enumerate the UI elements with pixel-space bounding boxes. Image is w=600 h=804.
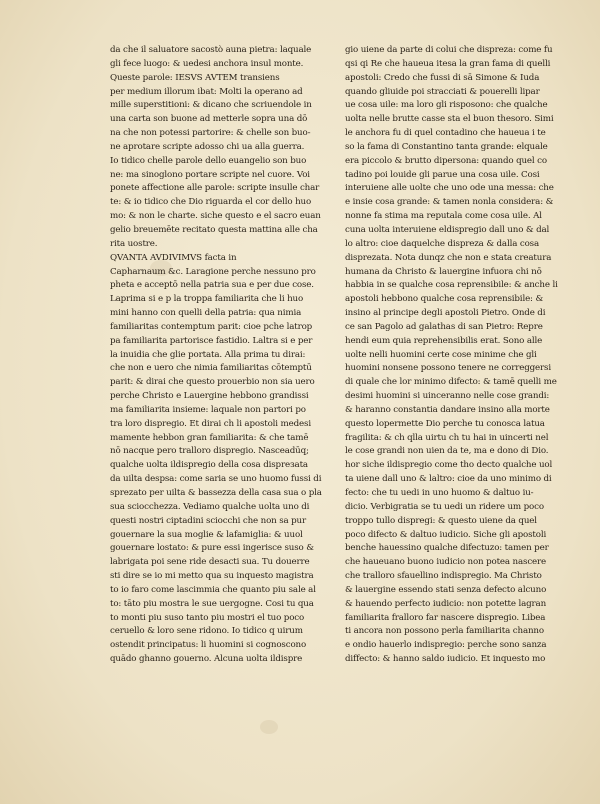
text-line: mamente hebbon gran familiarita: & che tamē <box>110 432 309 443</box>
text-line: ponete affectione alle parole: scripte insulle char <box>110 183 320 194</box>
text-line: to: tāto piu mostra le sue uergogne. Cosi tu qua <box>110 598 314 609</box>
text-line: questi nostri ciptadini sciocchi che non sa pur <box>110 515 307 526</box>
text-line: qualche uolta ildispregio della cosa dispreзata <box>110 460 308 471</box>
text-line: disprezata. Nota dunqz che non e stata creatura <box>345 252 552 263</box>
text-line: labrigata poi sene ride desacti sua. Tu douerre <box>110 557 310 568</box>
text-line: humana da Christo & lauergine infuora chi nō <box>345 266 542 277</box>
text-line: uolta nelle brutte casse sta el buon thesoro. Simi <box>345 114 554 125</box>
text-line: quādo ghanno gouerno. Alcuna uolta ildispre <box>110 654 303 665</box>
text-line: mille superstitioni: & dicano che scriuendole in <box>110 100 312 111</box>
text-line: habbia in se qualche cosa reprensibile: & anche li <box>345 280 558 291</box>
text-line: to monti piu suso tanto piu mostri el tuo poco <box>110 612 305 623</box>
text-line: rita uostre. <box>110 238 158 249</box>
text-line: mo: & non le charte. siche questo e el sacro euan <box>110 211 321 222</box>
text-line: so la fama di Constantino tanta grande: elquale <box>345 141 548 152</box>
text-line: di quale che lor minimo difecto: & tamē quelli me <box>345 377 557 388</box>
text-line: nō nacque pero tralloro dispregio. Nasceadūq; <box>110 446 309 457</box>
text-line: Laprima si e p la troppa familiarita che li huo <box>110 294 304 305</box>
text-line: fragilita: & ch qlla uirtu ch tu hai in uincerti nel <box>345 432 549 443</box>
text-line: na che non potessi partorire: & chelle son buo- <box>110 128 311 139</box>
text-line: gouernare lostato: & pure essi ingerisce suso & <box>110 543 314 554</box>
text-line: che non e uero che nimia familiaritas cōtemptū <box>110 363 312 374</box>
text-line: & hauendo perfecto iudicio: non potette lagran <box>345 598 547 609</box>
text-line: sua sciocchezza. Vediamo qualche uolta uno di <box>110 501 310 512</box>
text-line: gouernare la sua moglie & lafamiglia: & uuol <box>110 529 303 540</box>
text-line: pheta e acceptō nella patria sua e per due cose. <box>110 280 314 291</box>
text-line: ti ancora non possono perla familiarita channo <box>345 626 544 637</box>
text-line: apostoli hebbono qualche cosa reprensibile: & <box>345 294 544 305</box>
text-line: Capharnaum &c. Laragione perche nessuno pro <box>110 266 316 277</box>
text-line: ceruello & loro sene ridono. Io tidico q uirum <box>110 626 303 637</box>
text-line: ta uiene dall uno & laltro: cioe da uno minimo di <box>345 474 552 485</box>
text-line: era piccolo & brutto dipersona: quando quel co <box>345 155 547 166</box>
text-line: uolte nelli huomini certe cose minime che gli <box>345 349 537 360</box>
text-line: le anchora fu di quel contadino che haueua i te <box>345 128 546 139</box>
text-line: da uilta despsa: come saria se uno huomo fussi di <box>110 474 322 485</box>
text-line: da che il saluatore sacostò auna pietra: laquale <box>110 45 312 55</box>
paper-stain <box>260 720 278 734</box>
text-line: cuna uolta interuiene eldispregio dall uno & dal <box>345 224 550 235</box>
text-line: qsi qi Re che haueua itesa la gran fama di quelli <box>345 58 551 69</box>
text-line: parit: & dirai che questo prouerbio non sia uero <box>110 377 315 388</box>
text-line: hor siche ildispregio come tho decto qualche uol <box>345 460 553 471</box>
text-line: sprezato per uilta & bassezza della casa sua o pla <box>110 488 322 498</box>
text-line: Queste parole: IESVS AVTEM transiens <box>110 72 280 83</box>
text-line: mini hanno con quelli della patria: qua nimia <box>110 308 302 319</box>
text-line: familiaritas contemptum parit: cioe pche latrop <box>110 321 313 332</box>
text-line: ostendit principatus: li huomini si cognoscono <box>110 640 307 651</box>
text-line: ne aprotare scripte adosso chi ua alla guerra. <box>110 141 305 152</box>
text-line: poco difecto & daltuo iudicio. Siche gli apostoli <box>345 529 547 540</box>
text-line: benche hauessino qualche difectuzo: tamen per <box>345 543 549 554</box>
text-line: gio uiene da parte di colui che dispreza: come fu <box>345 45 553 55</box>
text-line: hendi eum quia reprehensibilis erat. Sono alle <box>345 335 543 346</box>
text-column-left <box>110 44 328 667</box>
text-line: per medium illorum ibat: Molti la operano ad <box>110 86 303 97</box>
text-line: nonne fa stima ma reputala come cosa uile. Al <box>345 211 542 222</box>
text-line: gli fece luogo: & uedesi anchora insul monte. <box>110 58 304 69</box>
text-line: diffecto: & hanno saldo iudicio. Et inquesto mo <box>345 654 546 665</box>
text-line: interuiene alle uolte che uno ode una messa: che <box>345 183 554 194</box>
text-line: la inuidia che glie portata. Alla prima tu dirai: <box>110 349 306 360</box>
text-line: desimi huomini si uinceranno nelle cose grandi: <box>345 391 550 402</box>
text-line: perche Christo e Lauergine hebbono grandissi <box>110 391 309 402</box>
text-line: questo lopermette Dio perche tu conosca latua <box>345 418 545 429</box>
text-line: le cose grandi non uien da te, ma e dono di Dio. <box>345 446 549 457</box>
text-line: una carta son buone ad metterle sopra una dō <box>110 114 308 125</box>
text-line: to io faro come lascimmia che quanto piu sale al <box>110 584 316 595</box>
text-line: ce san Pagolo ad galathas di san Pietro: Repre <box>345 321 543 332</box>
text-line: troppo tullo dispregi: & questo uiene da quel <box>345 515 537 526</box>
text-column-right <box>345 44 565 667</box>
text-line: e ondio hauerlo indispregio: perche sono sanza <box>345 640 547 651</box>
text-line: tra loro dispregio. Et dirai ch li apostoli medesi <box>110 418 311 429</box>
text-line: dicio. Verbigratia se tu uedi un ridere um poco <box>345 501 544 512</box>
text-line: tadino poi louide gli parue una cosa uile. Cosi <box>345 169 540 180</box>
text-line: lo altro: cioe daquelche dispreza & dalla cosa <box>345 238 539 249</box>
text-line: QVANTA AVDIVIMVS facta in <box>110 252 237 263</box>
text-line: huomini nonsene possono tenere ne correggersi <box>345 363 551 374</box>
text-line: che haueuano buono iudicio non potea nascere <box>345 557 547 568</box>
text-line: che tralloro sfauellino indispregio. Ma Christo <box>345 571 542 582</box>
text-line: & haranno constantia dandare insino alla morte <box>345 404 550 415</box>
text-line: familiarita fralloro far nascere dispregio. Libea <box>345 612 546 623</box>
text-line: & lauergine essendo stati senza defecto alcuno <box>345 584 547 595</box>
text-line: ne: ma sinoglono portare scripte nel cuore. Voi <box>110 169 310 180</box>
text-line: ma familiarita insieme: laquale non partori po <box>110 404 306 415</box>
text-line: ue cosa uile: ma loro gli risposono: che qualche <box>345 100 548 111</box>
text-line: fecto: che tu uedi in uno huomo & daltuo iu- <box>345 488 534 498</box>
text-line: Io tidico chelle parole dello euangelio son buo <box>110 155 307 166</box>
text-line: te: & io tidico che Dio riguarda el cor dello huo <box>110 197 312 208</box>
text-line: insino al principe degli apostoli Pietro. Onde di <box>345 308 546 319</box>
text-line: sti dire se io mi metto qua su inquesto magistra <box>110 571 314 582</box>
text-line: gelio breuemēte recitato questa mattina alle cha <box>110 224 318 235</box>
text-line: e insie cosa grande: & tamen nonla considera: & <box>345 197 554 208</box>
text-line: pa familiarita partorisce fastidio. Laltra si e per <box>110 335 313 346</box>
text-line: quando gliuide poi stracciati & pouerelli lipar <box>345 86 540 97</box>
text-line: apostoli: Credo che fussi di sā Simone & Iuda <box>345 72 540 83</box>
